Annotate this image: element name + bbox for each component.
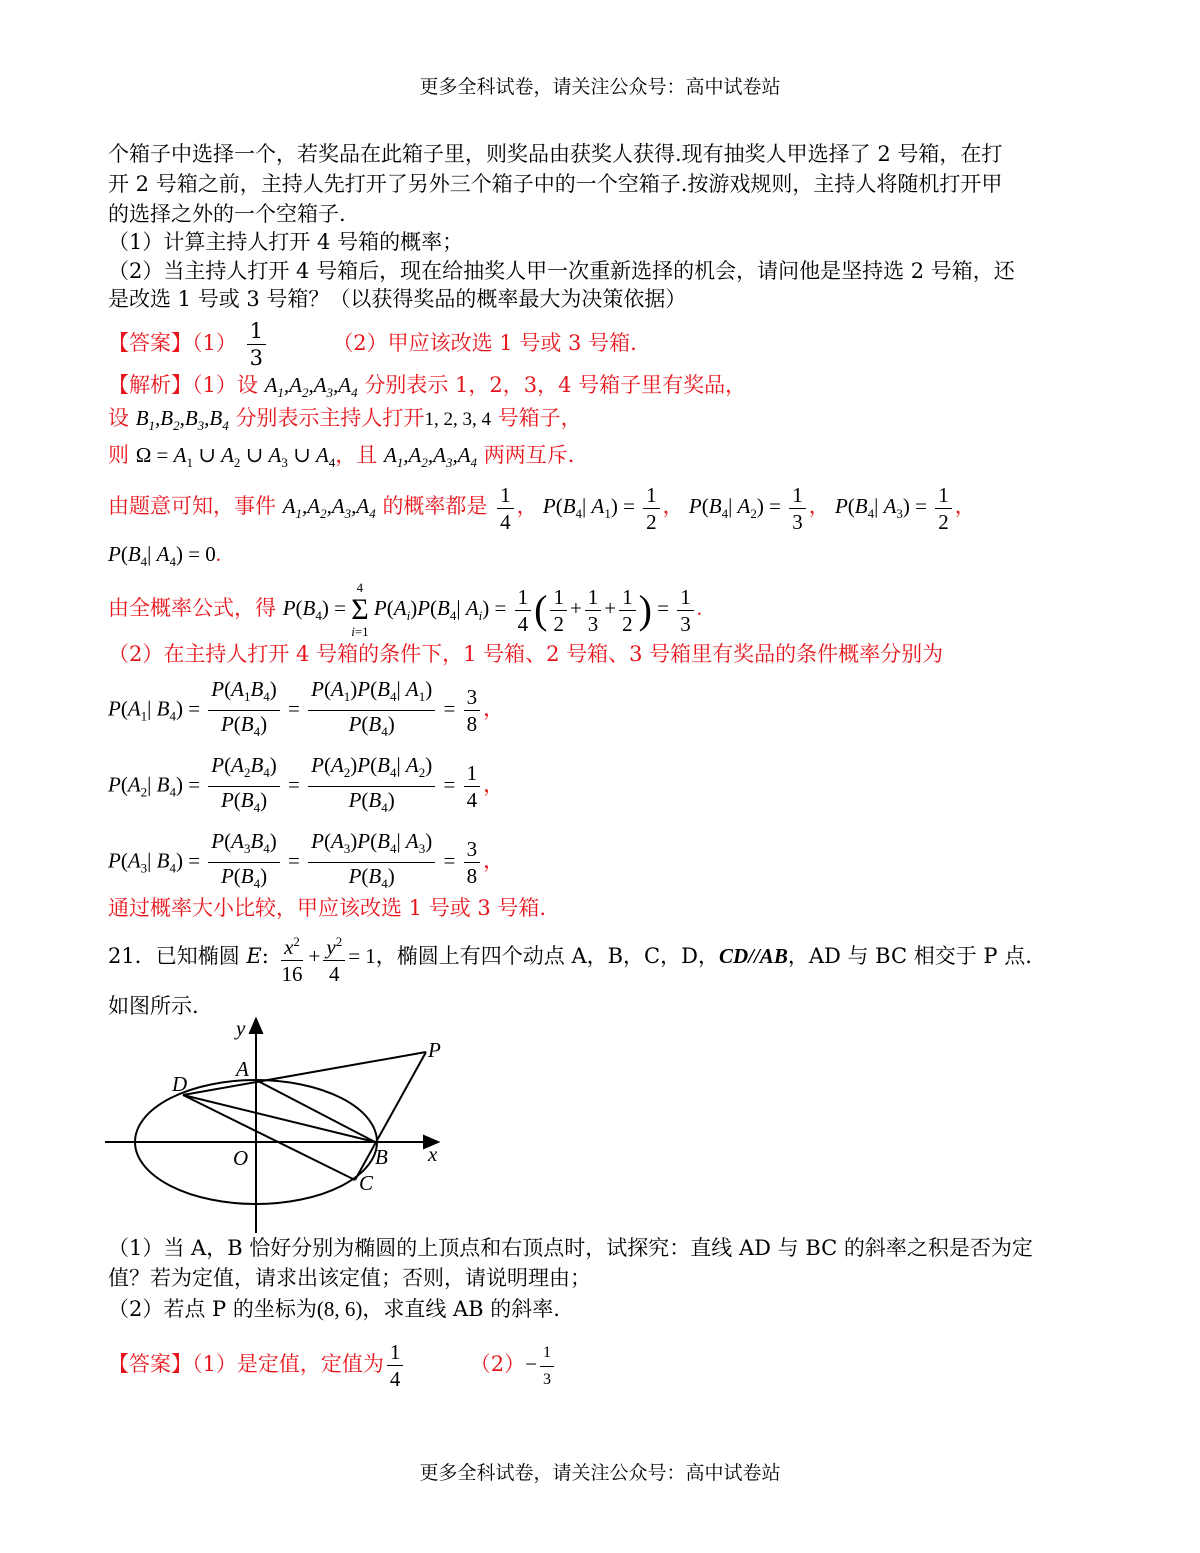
problem-21-text: ，AD 与 BC 相交于 P 点. <box>787 944 1032 968</box>
conditional-prob-A3: $P(A_3|$ $B_4$) = $\frac{P(A_3B_4)}{P(B_4)}$ = $\frac{P(A_3)P(B_4| A_3)}{P(B_4)}$ = $\frac{3}{8}$ ， <box>108 829 505 891</box>
problem-21-text: ，椭圆上有四个动点 A，B，C，D， <box>375 944 719 968</box>
answer-part-1: （1）是定值，定值为 <box>192 1352 384 1376</box>
line-DB <box>183 1095 375 1142</box>
label-O: O <box>233 1146 249 1170</box>
label-x: x <box>428 1142 438 1166</box>
label-B: B <box>375 1145 388 1169</box>
answer-part-2: （2） <box>469 1352 526 1376</box>
parallel-condition: CD//AB <box>718 944 788 968</box>
problem-text-line-3: 的选择之外的一个空箱子. <box>108 202 346 226</box>
page-footer: 更多全科试卷，请关注公众号：高中试卷站 <box>419 1462 781 1484</box>
analysis-text: （1）设 <box>192 373 258 397</box>
math-box-numbers: 1, 2, 3, 4 <box>424 409 491 430</box>
ellipse-equation: $\frac{x^2}{16}$ + $\frac{y^2}{4}$ = 1 <box>276 944 376 968</box>
answer-line <box>108 318 637 371</box>
analysis-line-1 <box>108 371 746 407</box>
answer-tag: 【答案】 <box>108 331 192 355</box>
label-A: A <box>236 1057 249 1081</box>
problem-21-q1-line-1: （1）当 A，B 恰好分别为椭圆的上顶点和右顶点时，试探究：直线 AD 与 BC 的斜率之积是否为定 <box>108 1236 1033 1260</box>
problem-21-text: 21．已知椭圆 <box>108 944 247 968</box>
math-omega-union: $\Omega = A_1$ ∪ $A_2$ ∪ $A_3$ ∪ $A_4$ <box>135 443 336 470</box>
problem-21-line-1: 21．已知椭圆 E: $\frac{x^2}{16}$ + $\frac{y^2}{4}$ = 1，椭圆上有四个动点 A，B，C，D，CD//AB，AD 与 BC 相交于 P 点. <box>108 928 1032 987</box>
question-2-line-2: 是改选 1 号或 3 号箱？（以获得奖品的概率最大为决策依据） <box>108 287 687 311</box>
line-DC <box>183 1095 355 1180</box>
conditional-prob-A1: $P(A_1|$ $B_4$) = $\frac{P(A_1B_4)}{P(B_4)}$ = $\frac{P(A_1)P(B_4| A_1)}{P(B_4)}$ = $\frac{3}{8}$ ， <box>108 677 505 739</box>
analysis-text: 的概率都是 <box>382 494 488 518</box>
analysis-text: 分别表示 1，2，3，4 号箱子里有奖品， <box>364 373 747 397</box>
math-A-events: $A_1,A_2,A_3,A_4$ <box>383 443 478 470</box>
point-P-coordinates: (8, 6) <box>316 1297 363 1321</box>
answer-part-1: （1） <box>192 331 237 355</box>
problem-21-text: （2）若点 P 的坐标为 <box>108 1297 317 1321</box>
math-probabilities: $\frac{1}{4}$ ， $P(B_4|$ $A_1$) = $\frac{1}{2}$ ， $P(B_4|$ $A_2$) = $\frac{1}{3}$ ， $P(B_4|$ $A_3$) = $\frac{1}{2}$ ， <box>494 494 976 518</box>
problem-21-answer <box>108 1336 557 1393</box>
math-B-events: $B_1,B_2,B_3,B_4$ <box>135 406 229 433</box>
analysis-text: 设 <box>108 406 129 430</box>
analysis-line-3 <box>108 441 574 477</box>
page-header: 更多全科试卷，请关注公众号：高中试卷站 <box>419 76 781 98</box>
problem-21-q2 <box>108 1295 560 1323</box>
analysis-text: 由全概率公式，得 <box>108 596 276 620</box>
fraction-one-third: $\frac{1}{3}$ <box>247 318 266 371</box>
math-A-events: $A_1,A_2,A_3,A_4$ <box>282 494 376 521</box>
label-D: D <box>172 1072 188 1096</box>
ellipse-name: E <box>246 944 262 968</box>
problem-text-line-1: 个箱子中选择一个，若奖品在此箱子里，则奖品由获奖人获得.现有抽奖人甲选择了 2 号箱，在打 <box>108 142 1003 166</box>
answer-tag: 【答案】 <box>108 1352 192 1376</box>
negative-one-third: − $\frac{1}{3}$ <box>525 1352 557 1376</box>
math-total-probability: $P(B_4)$ = 4 Σ i=1 $P(A_i)P(B_4|$ $A_i$) = $\frac{1}{4}$ ( $\frac{1}{2}$ + $\frac{1}{3}$ + $\frac{1}{2}$ ) = $\frac{1}{3}$ . <box>282 580 703 640</box>
fraction-one-fourth: $\frac{1}{4}$ <box>387 1339 404 1392</box>
answer-part-2: （2）甲应该改选 1 号或 3 号箱. <box>332 331 637 355</box>
math-A-events: $A_1,A_2,A_3,A_4$ <box>264 373 358 400</box>
label-y: y <box>236 1016 246 1040</box>
total-probability-line <box>108 580 702 644</box>
line-DP <box>183 1052 426 1095</box>
analysis-line-2 <box>108 404 582 440</box>
analysis-text: 号箱子， <box>490 406 582 430</box>
ellipse-figure <box>100 1015 460 1235</box>
question-2-line-1: （2）当主持人打开 4 号箱后，现在给抽奖人甲一次重新选择的机会，请问他是坚持选 2 号箱，还 <box>108 259 1015 283</box>
line-AB <box>256 1080 375 1142</box>
problem-21-text: ，求直线 AB 的斜率. <box>362 1297 560 1321</box>
label-C: C <box>359 1171 374 1195</box>
analysis-line-5: $P(B_4|$ $A_4) = 0$. <box>108 542 222 569</box>
problem-text-line-2: 开 2 号箱之前，主持人先打开了另外三个箱子中的一个空箱子.按游戏规则，主持人将随机打开甲 <box>108 172 1003 196</box>
analysis-text: ，且 <box>335 443 378 467</box>
analysis-text: 分别表示主持人打开 <box>235 406 425 430</box>
analysis-text: 两两互斥. <box>483 443 575 467</box>
analysis-text: 由题意可知，事件 <box>108 494 276 518</box>
conclusion: 通过概率大小比较，甲应该改选 1 号或 3 号箱. <box>108 896 547 920</box>
analysis-tag: 【解析】 <box>108 373 192 397</box>
question-1: （1）计算主持人打开 4 号箱的概率； <box>108 230 464 254</box>
problem-21-q1-line-2: 值？若为定值，请求出该定值；否则，请说明理由； <box>108 1266 591 1290</box>
analysis-line-4 <box>108 478 976 542</box>
conditional-prob-A2: $P(A_2|$ $B_4$) = $\frac{P(A_2B_4)}{P(B_4)}$ = $\frac{P(A_2)P(B_4| A_2)}{P(B_4)}$ = $\frac{1}{4}$ ， <box>108 753 505 815</box>
y-axis-arrow <box>250 1019 262 1033</box>
analysis-line-7: （2）在主持人打开 4 号箱的条件下，1 号箱、2 号箱、3 号箱里有奖品的条件概率分别为 <box>108 642 944 666</box>
analysis-text: 则 <box>108 443 129 467</box>
problem-21-line-2: 如图所示. <box>108 994 199 1018</box>
label-P: P <box>428 1038 441 1062</box>
